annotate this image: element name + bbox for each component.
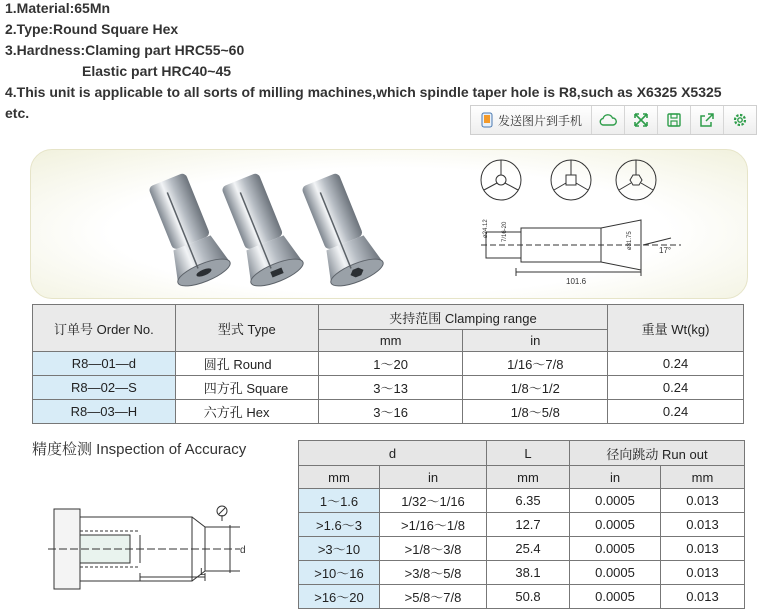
end-view-round [481,160,521,200]
col-weight: 重量 Wt(kg) [608,305,744,352]
drawing-angle-label: 17° [659,246,672,255]
cloud-save-button[interactable] [592,106,625,134]
col-d: d [299,441,487,466]
end-view-hex [616,160,656,200]
d-in-cell: >1/16～1/8 [380,513,487,537]
order-table [32,304,744,424]
collet-hex-photo [294,169,387,291]
col-range-mm: mm [318,330,463,352]
save-image-button[interactable] [658,106,691,134]
L-cell: 6.35 [487,489,570,513]
type-cell: 四方孔 Square [175,376,318,400]
d-mm-cell: >10～16 [299,561,380,585]
table-row [299,489,745,513]
phone-icon [480,112,494,128]
weight-cell: 0.24 [608,400,744,424]
d-mm-cell: 1～1.6 [299,489,380,513]
spec-hardness-clamping: 3.Hardness:Claming part HRC55~60 [5,42,245,58]
side-view-drawing [481,220,681,276]
table-row [299,585,745,609]
runout-in-cell: 0.0005 [570,585,661,609]
send-to-phone-label: 发送图片到手机 [497,113,582,128]
collet-square-photo [214,169,307,291]
image-toolbar [470,105,757,135]
drawing-dia2-label: 7/16-20 [502,221,508,242]
col-d-in: in [380,466,487,489]
range-mm-cell: 1～20 [318,352,463,376]
save-icon [666,112,682,128]
inspection-title: 精度检测 Inspection of Accuracy [32,441,247,458]
spec-applicability: 4.This unit is applicable to all sorts of milling machines,which spindle taper hole is R8,such as X6325 X5325 [5,84,722,100]
d-in-cell: >3/8～5/8 [380,561,487,585]
range-in-cell: 1/16～7/8 [463,352,608,376]
drawing-length-label: 101.6 [566,277,587,286]
table-row [33,376,744,400]
drawing-dia1-label: ø24.12 [483,219,489,238]
d-mm-cell: >16～20 [299,585,380,609]
runout-mm-cell: 0.013 [661,489,745,513]
col-runout-in: in [570,466,661,489]
inspection-diagram [40,495,290,595]
product-panel [30,149,748,299]
order-no-cell: R8—03—H [33,400,176,424]
share-button[interactable] [691,106,724,134]
inspection-table [298,440,745,609]
range-mm-cell: 3～16 [318,400,463,424]
cloud-icon [599,113,617,127]
range-mm-cell: 3～13 [318,376,463,400]
table-row [299,561,745,585]
d-in-cell: >1/8～3/8 [380,537,487,561]
col-L-mm: mm [487,466,570,489]
fullscreen-button[interactable] [625,106,658,134]
gear-icon [732,112,748,128]
weight-cell: 0.24 [608,376,744,400]
d-in-cell: 1/32～1/16 [380,489,487,513]
drawing-dia3-label: ø31.75 [627,231,633,250]
order-no-cell: R8—01—d [33,352,176,376]
type-cell: 圆孔 Round [175,352,318,376]
range-in-cell: 1/8～1/2 [463,376,608,400]
col-runout: 径向跳动 Run out [570,441,745,466]
runout-in-cell: 0.0005 [570,513,661,537]
weight-cell: 0.24 [608,352,744,376]
spec-hardness-elastic: Elastic part HRC40~45 [82,63,232,79]
spec-etc: etc. [5,105,30,121]
table-row [33,352,744,376]
inspection-L-label: L [200,567,206,578]
col-clamping-range: 夹持范围 Clamping range [318,305,607,330]
spec-material: 1.Material:65Mn [5,0,111,16]
settings-button[interactable] [724,106,756,134]
spec-type: 2.Type:Round Square Hex [5,21,179,37]
range-in-cell: 1/8～5/8 [463,400,608,424]
d-mm-cell: >1.6～3 [299,513,380,537]
L-cell: 38.1 [487,561,570,585]
col-d-mm: mm [299,466,380,489]
col-order-no: 订单号 Order No. [33,305,176,352]
table-row [299,513,745,537]
order-no-cell: R8—02—S [33,376,176,400]
type-cell: 六方孔 Hex [175,400,318,424]
col-type: 型式 Type [175,305,318,352]
runout-in-cell: 0.0005 [570,537,661,561]
runout-mm-cell: 0.013 [661,561,745,585]
expand-icon [633,112,649,128]
runout-mm-cell: 0.013 [661,585,745,609]
send-to-phone-button[interactable] [471,106,592,134]
product-illustration [31,150,747,298]
inspection-d-label: d [240,545,246,556]
col-L: L [487,441,570,466]
share-icon [699,112,715,128]
d-mm-cell: >3～10 [299,537,380,561]
runout-mm-cell: 0.013 [661,537,745,561]
L-cell: 50.8 [487,585,570,609]
table-row [33,400,744,424]
col-runout-mm: mm [661,466,745,489]
L-cell: 25.4 [487,537,570,561]
runout-in-cell: 0.0005 [570,489,661,513]
runout-mm-cell: 0.013 [661,513,745,537]
col-range-in: in [463,330,608,352]
collet-round-photo [141,169,234,291]
L-cell: 12.7 [487,513,570,537]
table-row [299,537,745,561]
runout-in-cell: 0.0005 [570,561,661,585]
d-in-cell: >5/8～7/8 [380,585,487,609]
end-view-square [551,160,591,200]
